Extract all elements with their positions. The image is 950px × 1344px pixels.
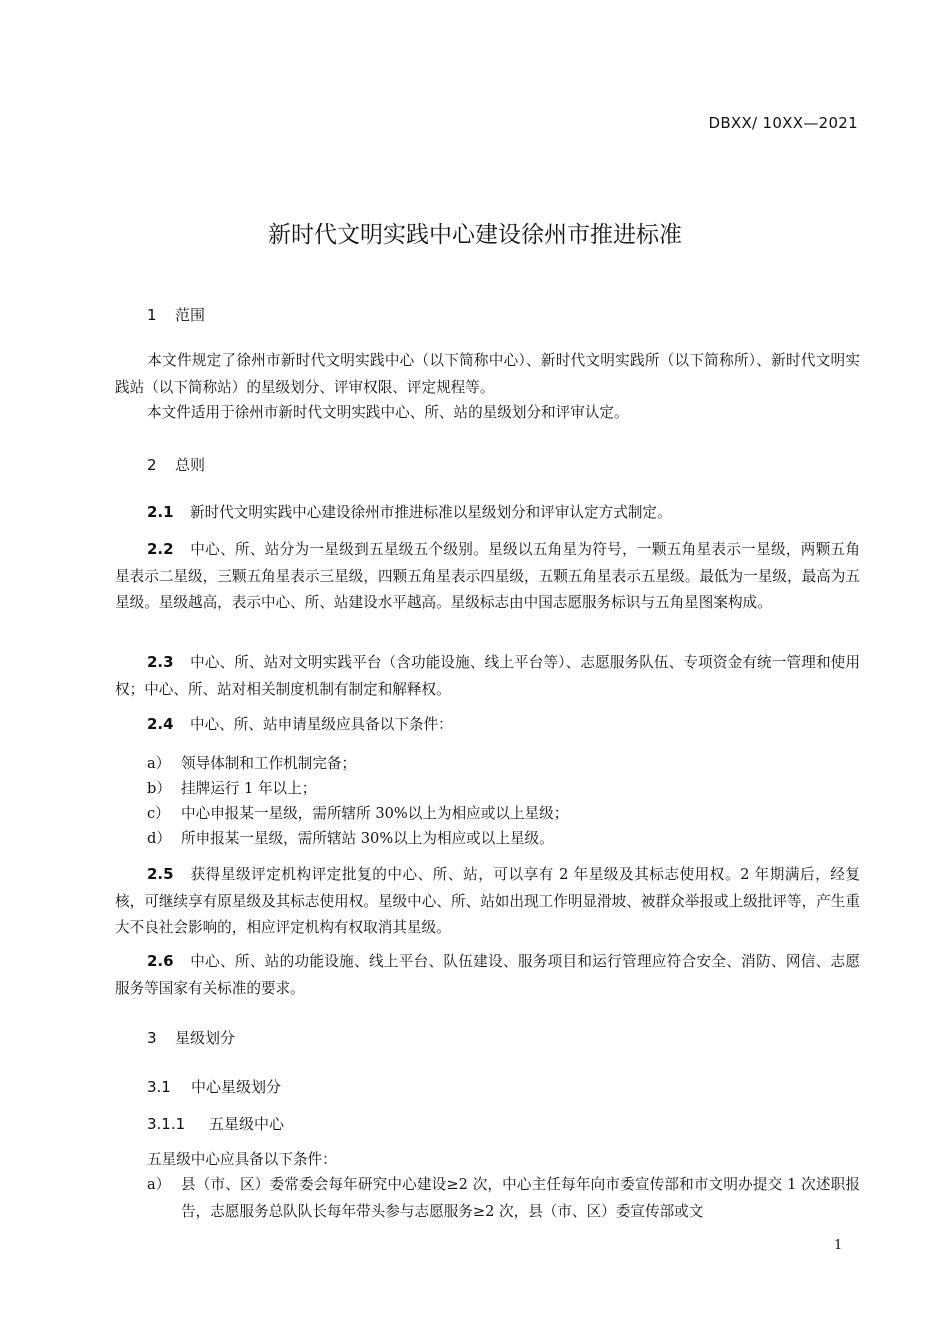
section-title: 中心星级划分: [191, 1078, 282, 1096]
document-title: 新时代文明实践中心建设徐州市推进标准: [268, 222, 682, 248]
list-item: d） 所申报某一星级，需所辖站 30%以上为相应或以上星级。: [147, 827, 554, 848]
clause-number: 2.3: [147, 653, 174, 671]
scope-paragraph-1: 本文件规定了徐州市新时代文明实践中心（以下简称中心）、新时代文明实践所（以下简称所）、新时代文明实践站（以下简称站）的星级划分、评审权限、评定规程等。: [115, 352, 860, 396]
clause-2-5: 2.5 获得星级评定机构评定批复的中心、所、站，可以享有 2 年星级及其标志使用权。2 年期满后，经复核，可继续享有原星级及其标志使用权。星级中心、所、站如出现工作明显滑坡、被群众举报或上级批评等，产生重大不良社会影响的，相应评定机构有权取消其星级。: [115, 861, 860, 942]
section-title: 五星级中心: [209, 1115, 285, 1133]
clause-number: 2.1: [147, 503, 174, 521]
scope-paragraph-2: 本文件适用于徐州市新时代文明实践中心、所、站的星级划分和评审认定。: [147, 404, 629, 421]
section-number: 3: [147, 1029, 157, 1047]
section-title: 星级划分: [175, 1029, 236, 1047]
clause-number: 2.4: [147, 715, 174, 733]
section-heading-2: [147, 454, 205, 475]
list-item: b） 挂牌运行 1 年以上；: [147, 777, 316, 798]
clause-2-3: 2.3 中心、所、站对文明实践平台（含功能设施、线上平台等）、志愿服务队伍、专项资金有统一管理和使用权；中心、所、站对相关制度机制有制定和解释权。: [115, 649, 860, 703]
section-heading-1: [147, 304, 205, 325]
section-heading-3: [147, 1027, 235, 1048]
clause-number: 2.6: [147, 952, 174, 970]
document-code: DBXX/ 10XX—2021: [708, 114, 858, 132]
clause-number: 2.5: [147, 865, 174, 883]
clause-2-1: 2.1 新时代文明实践中心建设徐州市推进标准以星级划分和评审认定方式制定。: [115, 499, 860, 527]
list-marker: a）: [147, 1176, 171, 1193]
clause-number: 2.2: [147, 540, 174, 558]
clause-2-4: 2.4 中心、所、站申请星级应具备以下条件：: [115, 711, 860, 739]
five-star-intro: 五星级中心应具备以下条件：: [147, 1151, 337, 1168]
clause-2-6: 2.6 中心、所、站的功能设施、线上平台、队伍建设、服务项目和运行管理应符合安全、消防、网信、志愿服务等国家有关标准的要求。: [115, 948, 860, 1002]
clause-2-2: 2.2 中心、所、站分为一星级到五星级五个级别。星级以五角星为符号，一颗五角星表示一星级，两颗五角星表示二星级，三颗五角星表示三星级，四颗五角星表示四星级，五颗五角星表示五星级。最低为一星级，最高为五星级。星级越高，表示中心、所、站建设水平越高。星级标志由中国志愿服务标识与五角星图案构成。: [115, 536, 860, 617]
section-number: 3.1: [147, 1078, 171, 1096]
section-title: 范围: [175, 306, 206, 324]
list-item: a） 领导体制和工作机制完备；: [147, 752, 356, 773]
list-marker: b）: [147, 780, 171, 797]
list-marker: c）: [147, 805, 170, 822]
list-item: c） 中心申报某一星级，需所辖所 30%以上为相应或以上星级；: [147, 802, 568, 823]
page-number: 1: [834, 1238, 843, 1253]
section-title: 总则: [175, 456, 206, 474]
list-marker: a）: [147, 755, 171, 772]
section-number: 3.1.1: [147, 1115, 186, 1133]
subsection-heading-3-1: [147, 1076, 281, 1097]
section-number: 1: [147, 306, 157, 324]
list-marker: d）: [147, 830, 171, 847]
subsection-heading-3-1-1: [147, 1113, 284, 1134]
list-item: a） 县（市、区）委常委会每年研究中心建设≥2 次，中心主任每年向市委宣传部和市文明办提交 1 次述职报告，志愿服务总队队长每年带头参与志愿服务≥2 次，县（市、区）委宣传部或文: [147, 1172, 860, 1225]
section-number: 2: [147, 456, 157, 474]
